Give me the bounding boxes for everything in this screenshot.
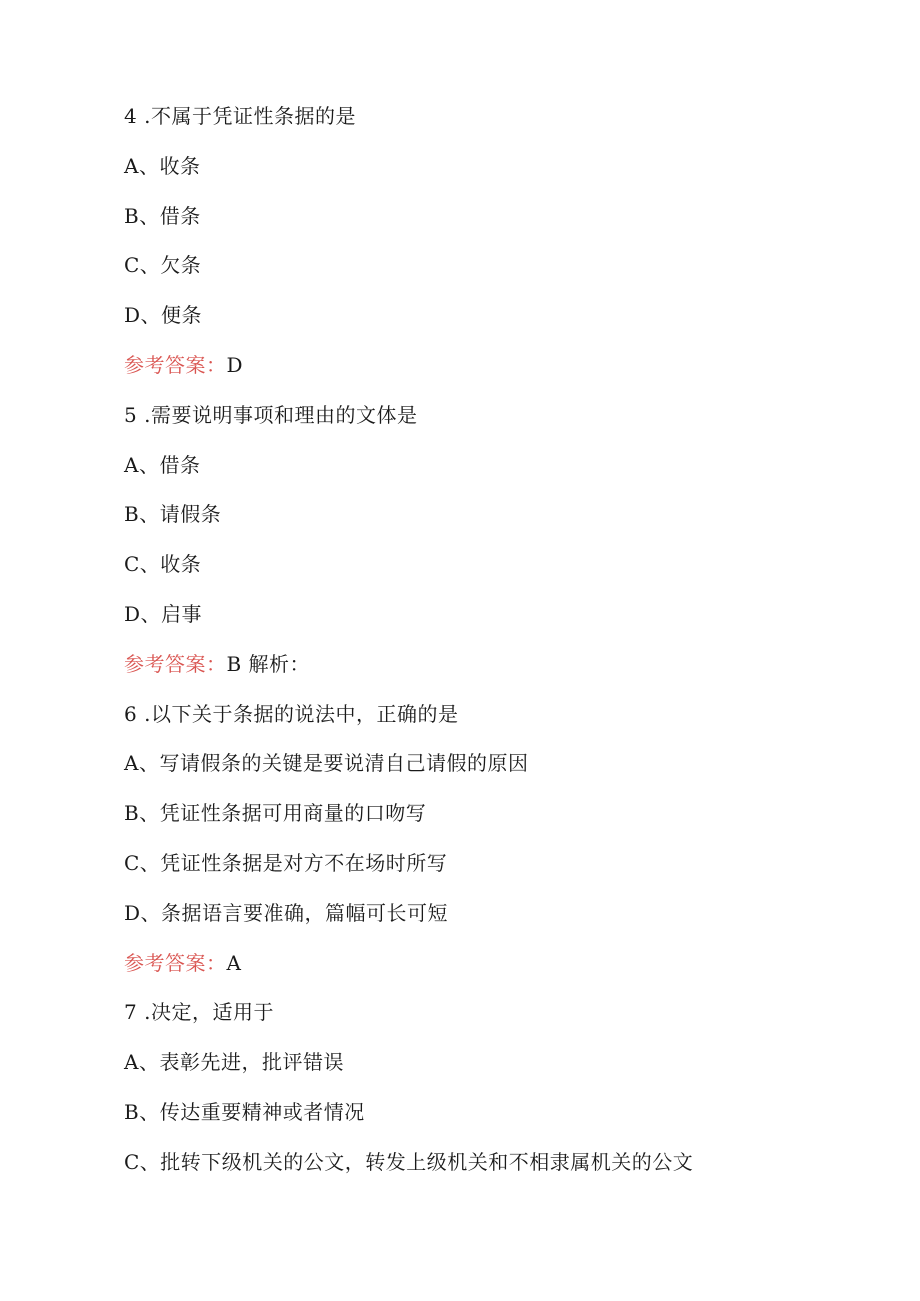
answer-label: 参考答案： xyxy=(124,950,227,975)
option-d: D、启事 xyxy=(124,601,203,626)
answer-label: 参考答案： xyxy=(124,651,227,676)
option-b: B、传达重要精神或者情况 xyxy=(124,1099,365,1124)
question-stem: 5 .需要说明事项和理由的文体是 xyxy=(124,402,418,427)
option-d: D、条据语言要准确，篇幅可长可短 xyxy=(124,900,449,925)
option-b: B、请假条 xyxy=(124,502,222,527)
answer-line xyxy=(124,644,884,694)
question-stem: 6 .以下关于条据的说法中，正确的是 xyxy=(124,701,459,726)
answer-line xyxy=(124,943,884,993)
option-c: C、收条 xyxy=(124,552,202,577)
option-b: B、借条 xyxy=(124,203,201,228)
document-page xyxy=(124,96,884,1192)
option-c: C、欠条 xyxy=(124,253,202,278)
option-d: D、便条 xyxy=(124,303,203,328)
option-a: A、写请假条的关键是要说清自己请假的原因 xyxy=(124,751,529,776)
answer-label: 参考答案： xyxy=(124,352,227,377)
option-b: B、凭证性条据可用商量的口吻写 xyxy=(124,801,427,826)
answer-value: B 解析： xyxy=(226,651,311,676)
answer-value: D xyxy=(226,352,244,377)
question-stem: 4 .不属于凭证性条据的是 xyxy=(124,104,356,128)
option-a: A、表彰先进，批评错误 xyxy=(124,1050,344,1075)
answer-line xyxy=(124,345,884,395)
option-c: C、凭证性条据是对方不在场时所写 xyxy=(124,850,448,875)
option-c: C、批转下级机关的公文，转发上级机关和不相隶属机关的公文 xyxy=(124,1149,694,1174)
option-a: A、借条 xyxy=(124,452,201,477)
option-a: A、收条 xyxy=(124,153,201,178)
question-stem: 7 .决定，适用于 xyxy=(124,1000,274,1025)
answer-value: A xyxy=(226,950,242,975)
